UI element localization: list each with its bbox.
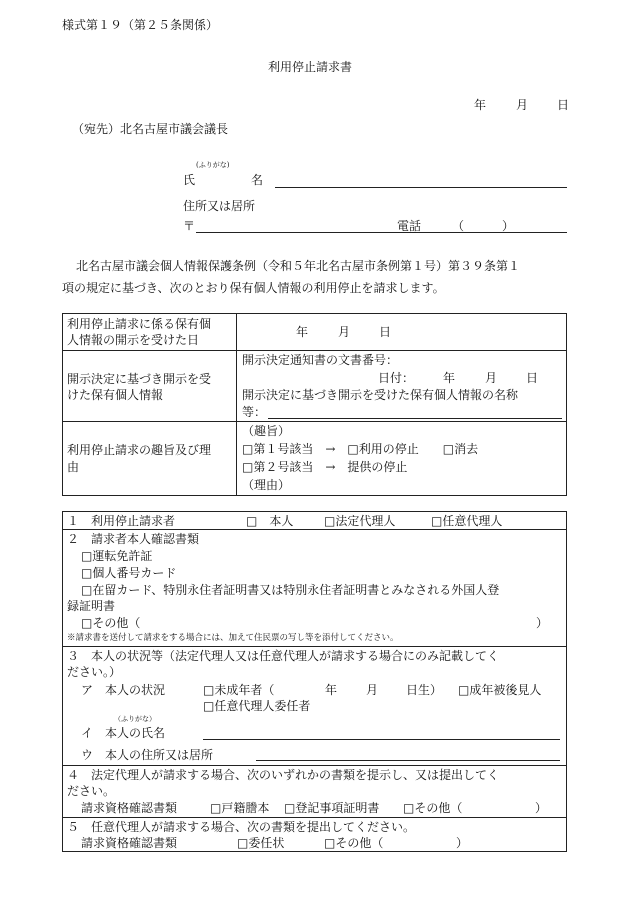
section3-title-2: ださい。）: [67, 665, 122, 679]
section5-title: ５ 任意代理人が請求する場合、次の書類を提出してください。: [67, 820, 416, 834]
section5-other-close: ）: [456, 836, 469, 850]
registry-certificate-checkbox[interactable]: □登記事項証明書: [284, 801, 380, 815]
request-table-divider: [236, 313, 237, 496]
section4-title-2: ださい。: [67, 784, 116, 798]
request-table-row-line-2: [62, 421, 567, 422]
disclosed-info-label-2: けた保有個人情報: [67, 388, 164, 402]
purpose-label-2: 由: [67, 460, 80, 474]
section1-title: １ 利用停止請求者: [67, 514, 176, 528]
power-of-attorney-checkbox[interactable]: □委任状: [237, 836, 285, 850]
phone-paren-close: ）: [502, 219, 515, 233]
requester-table-line-1: [62, 529, 567, 530]
applicant-furigana: (ふりがな): [196, 161, 230, 169]
date-year-label: 年: [474, 98, 487, 112]
id-other-close: ）: [536, 616, 549, 630]
id-drivers-license-checkbox[interactable]: □運転免許証: [81, 549, 153, 563]
principal-address-label: ウ 本人の住所又は居所: [81, 748, 214, 762]
applicant-name-label-1: 氏: [183, 173, 196, 187]
section4-title-1: ４ 法定代理人が請求する場合、次のいずれかの書類を提示し、又は提出してく: [67, 768, 500, 782]
requester-table-line-4: [62, 817, 567, 818]
intro-line-2: 項の規定に基づき、次のとおり保有個人情報の利用停止を請求します。: [62, 281, 445, 295]
applicant-address-label: 住所又は居所: [183, 199, 256, 213]
section5-doc-label: 請求資格確認書類: [81, 836, 178, 850]
purpose-item-1[interactable]: □第１号該当 → □利用の停止 □消去: [242, 442, 479, 456]
family-register-checkbox[interactable]: □戸籍謄本: [210, 801, 270, 815]
minor-birth-day: 日生）: [406, 683, 443, 697]
disclosed-info-name-field[interactable]: [268, 418, 562, 419]
notice-date-label: 日付：: [378, 371, 415, 385]
disclosed-info-label-1: 開示決定に基づき開示を受: [67, 372, 212, 386]
minor-birth-year: 年: [325, 683, 338, 697]
date-day-label: 日: [557, 98, 570, 112]
delegator-checkbox[interactable]: □任意代理人委任者: [203, 699, 311, 713]
requester-table-line-2: [62, 646, 567, 647]
disclosure-date-label-1: 利用停止請求に係る保有個: [67, 317, 212, 331]
section5-other-checkbox[interactable]: □その他（: [324, 836, 384, 850]
applicant-name-label-2: 名: [251, 173, 264, 187]
principal-name-label: イ 本人の氏名: [81, 726, 166, 740]
disclosure-year: 年: [296, 325, 309, 339]
postal-mark: 〒: [183, 219, 196, 233]
purpose-label-1: 利用停止請求の趣旨及び理: [67, 443, 212, 457]
purpose-heading: （趣旨）: [242, 424, 291, 438]
adult-ward-checkbox[interactable]: □成年被後見人: [458, 683, 542, 697]
applicant-address-field[interactable]: [196, 232, 567, 233]
requester-voluntary-agent-checkbox[interactable]: □任意代理人: [431, 514, 503, 528]
phone-label: 電話: [397, 219, 422, 233]
principal-address-field[interactable]: [256, 760, 560, 761]
disclosed-info-name-1: 開示決定に基づき開示を受けた保有個人情報の名称: [242, 388, 519, 402]
section4-other-checkbox[interactable]: □その他（: [403, 801, 463, 815]
principal-name-field[interactable]: [203, 739, 560, 740]
minor-checkbox[interactable]: □未成年者（: [203, 683, 275, 697]
notice-year: 年: [443, 371, 456, 385]
id-residence-card-checkbox[interactable]: □在留カード、特別永住者証明書又は特別永住者証明書とみなされる外国人登: [81, 583, 500, 597]
requester-self-checkbox[interactable]: □ 本人: [246, 514, 294, 528]
id-note: ※請求書を送付して請求をする場合には、加えて住民票の写し等を添付してください。: [67, 633, 399, 643]
requester-table-line-3: [62, 765, 567, 766]
form-number: 様式第１９（第２５条関係）: [62, 18, 219, 32]
section4-doc-label: 請求資格確認書類: [81, 801, 178, 815]
section3-title-1: ３ 本人の状況等（法定代理人又は任意代理人が請求する場合にのみ記載してく: [67, 649, 500, 663]
notice-month: 月: [485, 371, 498, 385]
principal-status-label: ア 本人の状況: [81, 683, 166, 697]
id-residence-card-cont: 録証明書: [67, 599, 116, 613]
disclosure-month: 月: [338, 325, 351, 339]
requester-legal-agent-checkbox[interactable]: □法定代理人: [324, 514, 396, 528]
form-title: 利用停止請求書: [268, 60, 353, 74]
intro-line-1: 北名古屋市議会個人情報保護条例（令和５年北名古屋市条例第１号）第３９条第１: [76, 259, 521, 273]
date-month-label: 月: [516, 98, 529, 112]
disclosure-day: 日: [379, 325, 392, 339]
addressee: （宛先）北名古屋市議会議長: [72, 122, 229, 136]
section2-title: ２ 請求者本人確認書類: [67, 532, 200, 546]
notice-doc-number: 開示決定通知書の文書番号：: [242, 353, 399, 367]
id-mynumber-card-checkbox[interactable]: □個人番号カード: [81, 566, 177, 580]
phone-paren-open: （: [452, 219, 465, 233]
principal-name-furigana: （ふりがな）: [114, 715, 156, 723]
id-other-checkbox[interactable]: □その他（: [81, 616, 141, 630]
purpose-item-2[interactable]: □第２号該当 → 提供の停止: [242, 460, 408, 474]
notice-day: 日: [526, 371, 539, 385]
disclosure-date-label-2: 人情報の開示を受けた日: [67, 333, 200, 347]
reason-heading: （理由）: [242, 478, 291, 492]
applicant-name-field[interactable]: [275, 187, 567, 188]
minor-birth-month: 月: [366, 683, 379, 697]
disclosed-info-name-2: 等：: [242, 405, 267, 419]
section4-other-close: ）: [535, 801, 548, 815]
request-table-row-line-1: [62, 350, 567, 351]
